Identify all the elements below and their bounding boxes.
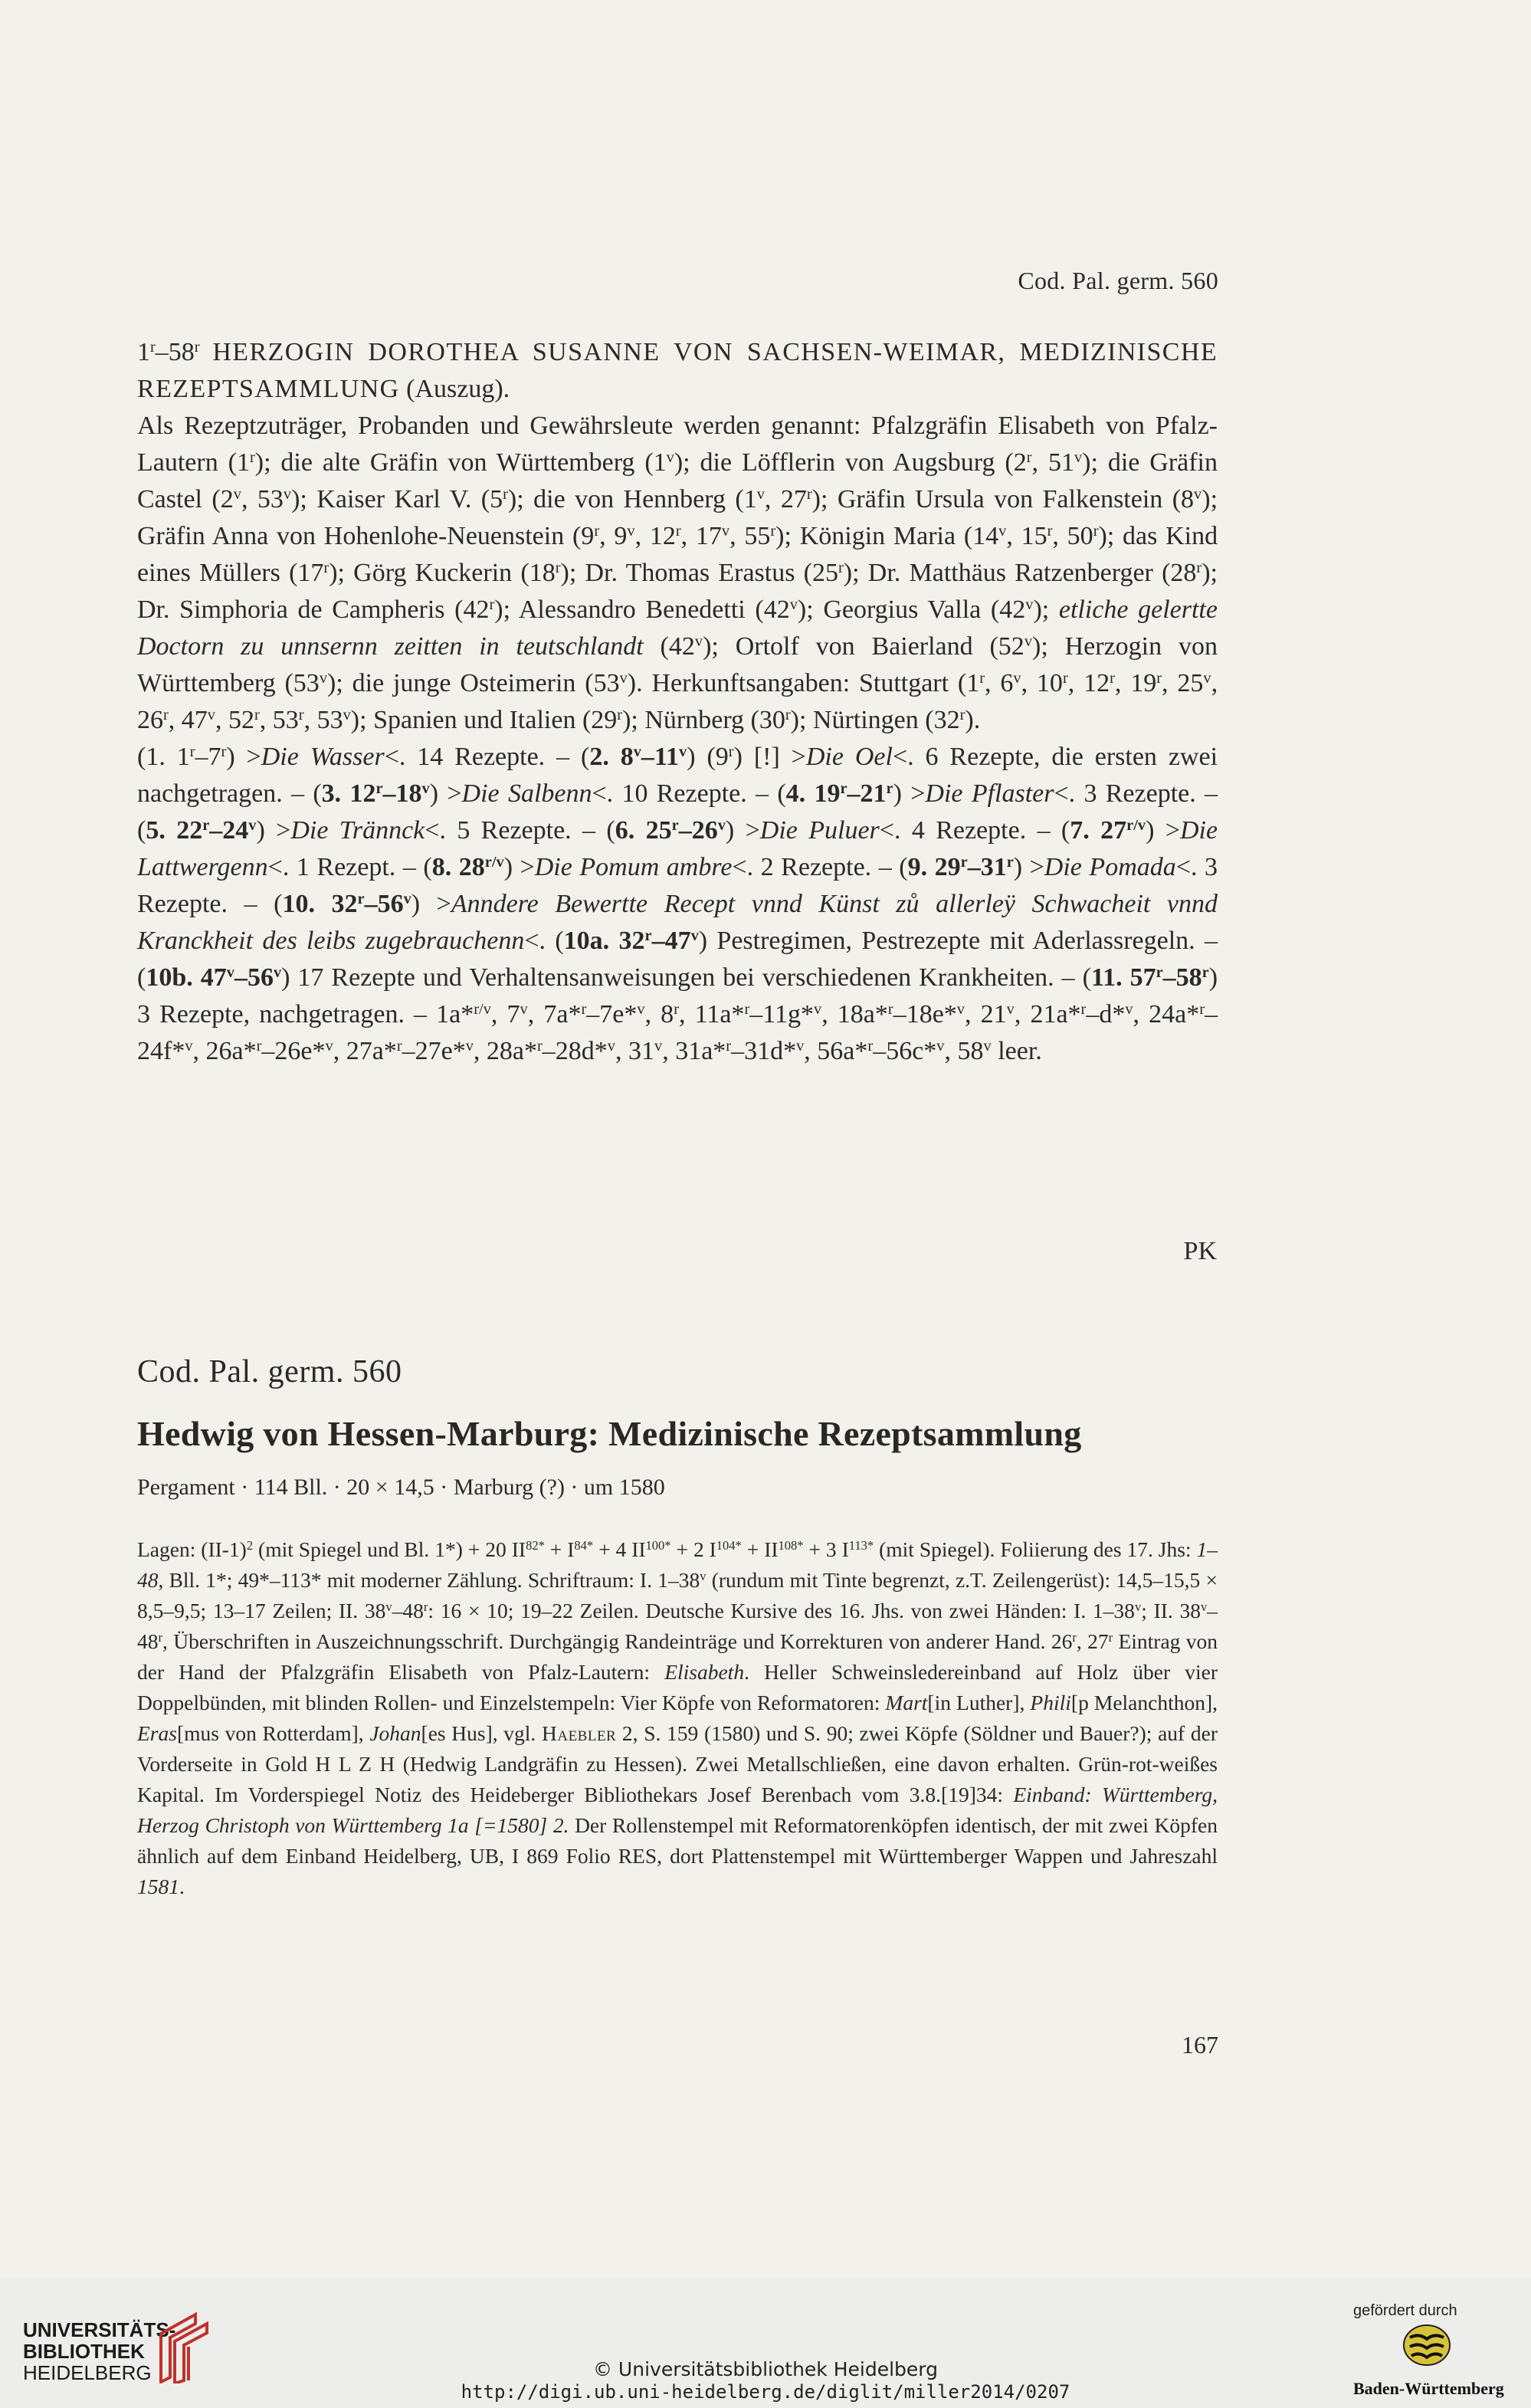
running-header: Cod. Pal. germ. 560 xyxy=(1018,267,1218,294)
entry-contents-paragraph: (1. $1^r-7^r) >Die$ Wasser<. 14 Rezepte. – (2. 8$^v$–11$^v$) (9$^r$) [!] >Die Oel<. 6 Rezepte, die ersten zwei nachgetragen. – (3. $12^r-18^v) >Die$ Salbenn<. 10 Rezepte. – (4. $19^r-21^r) >Die$ Pflaster<. 3 Rezepte. – (5. $22^r-24^v) >Die$ Trännck<. 5 Rezepte. – (6. $25^r-26^v) >Die$ Puluer<. 4 Rezepte. – (7. $27^{r/v}) >Die$ Lattwergenn<. 1 Rezept. – (8. $28^{r/v}) >Die$ Pomum ambre<. 2 Rezepte. – (9. $29^r-31^r) >Die$ Pomada<. 3 Rezepte. – (10. $32^r-56^v$) >Anndere Bewertte Recept vnnd Künst zů allerleÿ Schwacheit vnnd Kranckheit des leibs zugebrauchenn<. (10a. 32$^r$–47$^v$) Pestregimen, Pestrezepte mit Aderlassregeln. – (10b. 47$^v$–56$^v$) 17 Rezepte und Verhaltensanweisungen bei verschiedenen Krankheiten. – (11. 57$^r$–58$^r$) 3 Rezepte, nachgetragen. – 1a*$^{r/v}$, 7$^v$, 7a*$^r$–7e*$^v$, 8$^r$, 11a*$^r$–11g*$^v$, 18a*$^r$–18e*$^v$, 21$^v$, 21a*$^r$–d*$^v$, 24a*$^r$–24f*$^v$, 26a*$^r$–26e*$^v$, 27a*$^r$–27e*$^v$, 28a*$^r$–28d*$^v$, 31$^v$, 31a*$^r$–31d*$^v$, 56a*$^r$–56c*$^v$, 58$^v$ leer. xyxy=(137,743,1218,1065)
codicological-description: Lagen: $(II-1)^2$ (mit Spiegel und Bl. 1*) + 20 $II^{82*} + I^{84*} + 4$ $II^{100*} + 2$ $I^{104*} + II^{108*} + 3$ $I^{113*}$ (mit Spiegel). Foliierung des 17. Jhs: 1–48, Bll. 1*; 49*–113* mit moderner Zählung. Schriftraum: I. 1–38$^v$ (rundum mit Tinte begrenzt, z.T. Zeilengerüst): 14,5–15,5 × 8,5–9,5; 13–17 Zeilen; II. 38$^v$–48$^r$: 16 × 10; 19–22 Zeilen. Deutsche Kursive des 16. Jhs. von zwei Händen: I. 1–38$^v$; II. 38$^v$–48$^r$, Überschriften in Auszeichnungsschrift. Durchgängig Randeinträge und Korrekturen von anderer Hand. 26$^r$, 27$^r$ Eintrag von der Hand der Pfalzgräfin Elisabeth von Pfalz-Lautern: Elisabeth. Heller Schweinsledereinband auf Holz über vier Doppelbünden, mit blinden Rollen- und Einzelstempeln: Vier Köpfe von Reformatoren: Mart[in Luther], Phili[p Melanchthon], Eras[mus von Rotterdam], Johan[es Hus], vgl. Haebler 2, S. 159 (1580) und S. 90; zwei Köpfe (Söldner und Bauer?); auf der Vorderseite in Gold H L Z H (Hedwig Landgräfin zu Hessen). Zwei Metallschließen, eine davon erhalten. Grün-rot-weißes Kapital. Im Vorderspiegel Notiz des Heideberger Bibliothekars Josef Berenbach vom 3.8.[19]34: Einband: Württemberg, Herzog Christoph von Württemberg 1a [=1580] 2. Der Rollenstempel mit Reformatorenköpfen identisch, der mit zwei Köpfen ähnlich auf dem Einband Heidelberg, UB, I 869 Folio RES, dort Plattenstempel mit Württemberger Wappen und Jahreszahl 1581. xyxy=(137,1537,1218,1898)
entry-metadata: Pergament · 114 Bll. · 20 × 14,5 · Marburg (?) · um 1580 xyxy=(137,1475,665,1500)
author-initials: PK xyxy=(1183,1237,1217,1265)
entry-description-dorothea xyxy=(137,334,1218,1070)
entry-heading: 1$^r$–58$^r$ HERZOGIN DOROTHEA SUSANNE VON SACHSEN-WEIMAR, MEDIZINISCHE REZEPTSAMMLUNG (Auszug). xyxy=(137,338,1218,403)
page-number: 167 xyxy=(1182,2031,1218,2059)
state-coat-of-arms-icon xyxy=(1396,2321,1457,2370)
codex-shelfmark: Cod. Pal. germ. 560 xyxy=(137,1354,402,1389)
library-logo-text[interactable]: UNIVERSITÄTS- BIBLIOTHEK HEIDELBERG xyxy=(23,2318,176,2384)
copyright-notice: © Universitätsbibliothek Heidelberg xyxy=(592,2358,938,2380)
entry-title: Hedwig von Hessen-Marburg: Medizinische Rezeptsammlung xyxy=(137,1414,1082,1453)
sponsor-label: gefördert durch xyxy=(1353,2302,1457,2319)
entry-sources-paragraph: Als Rezeptzuträger, Probanden und Gewährsleute werden genannt: Pfalzgräfin Elisabeth von Pfalz-Lautern (1$^r$); die alte Gräfin von Württemberg (1$^v$); die Löfflerin von Augsburg (2$^r$, 51$^v$); die Gräfin Castel (2$^v$, 53$^v$); Kaiser Karl V. (5$^r$); die von Hennberg (1$^v$, 27$^r$); Gräfin Ursula von Falkenstein (8$^v$); Gräfin Anna von Hohenlohe-Neuenstein (9$^r$, 9$^v$, 12$^r$, 17$^v$, 55$^r$); Königin Maria (14$^v$, 15$^r$, 50$^r$); das Kind eines Müllers (17$^r$); Görg Kuckerin (18$^r$); Dr. Thomas Erastus (25$^r$); Dr. Matthäus Ratzenberger (28$^r$); Dr. Simphoria de Campheris (42$^r$); Alessandro Benedetti (42$^v$); Georgius Valla (42$^v$); etliche gelertte Doctorn zu unnsernn zeitten in teutschlandt (42$^v$); Ortolf von Baierland (52$^v$); Herzogin von Württemberg (53$^v$); die junge Osteimerin (53$^v$). Herkunftsangaben: Stuttgart (1$^r$, 6$^v$, 10$^r$, 12$^r$, 19$^r$, 25$^v$, 26$^r$, 47$^v$, 52$^r$, 53$^r$, 53$^v$); Spanien und Italien (29$^r$); Nürnberg (30$^r$); Nürtingen (32$^r$). xyxy=(137,412,1218,734)
permalink-url[interactable]: http://digi.ub.uni-heidelberg.de/diglit/miller2014/0207 xyxy=(461,2381,1070,2403)
sponsor-name: Baden-Württemberg xyxy=(1353,2379,1504,2398)
